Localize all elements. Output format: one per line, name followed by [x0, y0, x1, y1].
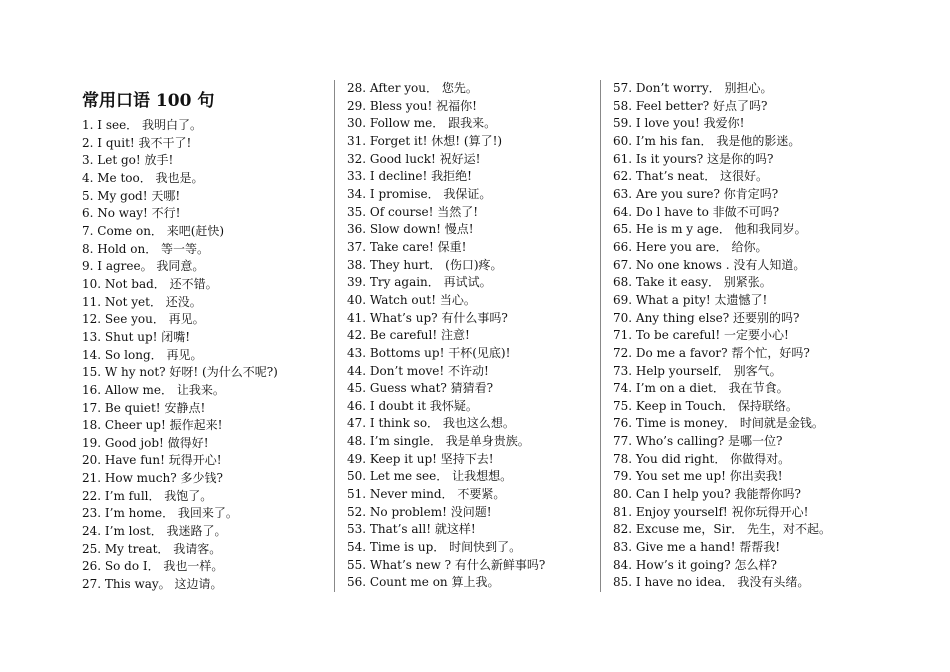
phrase-line: 60. I’m his fan． 我是他的影迷。 [613, 133, 801, 148]
phrase-line: 22. I’m full． 我饱了。 [82, 488, 213, 503]
phrase-line: 75. Keep in Touch． 保持联络。 [613, 398, 798, 413]
phrase-line: 65. He is m y age． 他和我同岁。 [613, 222, 807, 237]
phrase-line: 69. What a pity! 太遗憾了! [613, 292, 768, 307]
phrase-line: 64. Do l have to 非做不可吗? [613, 204, 780, 219]
phrase-line: 24. I’m lost． 我迷路了。 [82, 524, 227, 539]
phrase-line: 20. Have fun! 玩得开心! [82, 453, 222, 468]
phrase-line: 28. After you． 您先。 [347, 81, 478, 95]
phrase-line: 8. Hold on． 等一等。 [82, 241, 210, 256]
phrase-line: 21. How much? 多少钱? [82, 471, 223, 486]
phrase-line: 3. Let go! 放手! [82, 153, 174, 168]
phrase-line: 9. I agree。 我同意。 [82, 259, 205, 274]
column-divider [334, 80, 335, 592]
phrase-line: 77. Who’s calling? 是哪一位? [613, 434, 783, 449]
phrase-line: 74. I’m on a diet． 我在节食。 [613, 381, 789, 396]
phrase-line: 43. Bottoms up! 干杯(见底)! [347, 345, 511, 360]
phrase-line: 41. What’s up? 有什么事吗? [347, 310, 508, 325]
phrase-line: 42. Be careful! 注意! [347, 328, 470, 343]
phrase-line: 52. No problem! 没问题! [347, 504, 492, 519]
phrase-line: 13. Shut up! 闭嘴! [82, 329, 191, 344]
phrase-line: 73. Help yourself． 别客气。 [613, 363, 782, 378]
phrase-line: 38. They hurt． (伤口)疼。 [347, 257, 503, 272]
phrase-line: 35. Of course! 当然了! [347, 204, 479, 219]
phrase-line: 79. You set me up! 你出卖我! [613, 469, 783, 484]
phrase-line: 44. Don’t move! 不许动! [347, 363, 489, 378]
phrase-line: 61. Is it yours? 这是你的吗? [613, 151, 774, 166]
phrase-line: 71. To be careful! 一定要小心! [613, 328, 789, 343]
phrase-line: 39. Try again． 再试试。 [347, 275, 492, 290]
phrase-line: 5. My god! 天哪! [82, 188, 181, 203]
phrase-line: 70. Any thing else? 还要别的吗? [613, 310, 800, 325]
phrase-line: 7. Come on． 来吧(赶快) [82, 223, 225, 238]
phrase-line: 67. No one knows . 没有人知道。 [613, 257, 806, 272]
phrase-line: 27. This way。 这边请。 [82, 577, 223, 592]
phrase-line: 55. What’s new ? 有什么新鲜事吗? [347, 557, 546, 572]
phrase-line: 66. Here you are． 给你。 [613, 239, 768, 254]
phrase-line: 11. Not yet． 还没。 [82, 294, 202, 309]
phrase-line: 34. I promise． 我保证。 [347, 186, 492, 201]
phrase-line: 15. W hy not? 好呀! (为什么不呢?) [82, 365, 278, 380]
phrase-line: 84. How’s it going? 怎么样? [613, 557, 777, 572]
phrase-line: 80. Can I help you? 我能帮你吗? [613, 487, 801, 502]
phrase-line: 62. That’s neat． 这很好。 [613, 169, 769, 184]
phrase-line: 56. Count me on 算上我。 [347, 575, 500, 590]
phrase-line: 32. Good luck! 祝好运! [347, 151, 481, 166]
phrase-line: 31. Forget it! 休想! (算了!) [347, 133, 503, 148]
phrase-line: 47. I think so． 我也这么想。 [347, 416, 515, 431]
phrase-line: 59. I love you! 我爱你! [613, 116, 745, 131]
phrase-line: 82. Excuse me，Sir． 先生，对不起。 [613, 522, 832, 537]
phrase-line: 37. Take care! 保重! [347, 239, 467, 254]
phrase-line: 12. See you． 再见。 [82, 312, 205, 327]
phrase-line: 17. Be quiet! 安静点! [82, 400, 206, 415]
phrase-line: 16. Allow me． 让我来。 [82, 382, 225, 397]
column-2 [347, 80, 592, 592]
phrase-line: 85. I have no idea． 我没有头绪。 [613, 575, 810, 590]
column-2-lines [347, 80, 592, 592]
phrase-line: 48. I’m single． 我是单身贵族。 [347, 434, 530, 449]
phrase-line: 4. Me too． 我也是。 [82, 170, 204, 185]
column-3 [613, 80, 863, 592]
phrase-line: 83. Give me a hand! 帮帮我! [613, 540, 781, 555]
phrase-line: 57. Don’t worry． 别担心。 [613, 81, 773, 95]
phrase-line: 81. Enjoy yourself! 祝你玩得开心! [613, 504, 809, 519]
phrase-line: 53. That’s all! 就这样! [347, 522, 476, 537]
phrase-line: 6. No way! 不行! [82, 206, 181, 221]
phrase-line: 51. Never mind． 不要紧。 [347, 487, 506, 502]
phrase-line: 23. I’m home． 我回来了。 [82, 506, 238, 521]
phrase-line: 49. Keep it up! 坚持下去! [347, 451, 494, 466]
phrase-line: 54. Time is up． 时间快到了。 [347, 540, 522, 555]
column-1-lines [82, 117, 278, 594]
phrase-line: 10. Not bad． 还不错。 [82, 276, 218, 291]
phrase-line: 78. You did right． 你做得对。 [613, 451, 791, 466]
phrase-line: 58. Feel better? 好点了吗? [613, 98, 768, 113]
page-title: 常用口语 100 句 [82, 91, 215, 111]
phrase-line: 68. Take it easy． 别紧张。 [613, 275, 772, 290]
phrase-line: 29. Bless you! 祝福你! [347, 98, 477, 113]
phrase-line: 18. Cheer up! 振作起来! [82, 418, 223, 433]
phrase-line: 40. Watch out! 当心。 [347, 292, 476, 307]
phrase-line: 46. I doubt it 我怀疑。 [347, 398, 478, 413]
phrase-line: 2. I quit! 我不干了! [82, 135, 192, 150]
phrase-line: 45. Guess what? 猜猜看? [347, 381, 494, 396]
phrase-line: 72. Do me a favor? 帮个忙，好吗? [613, 345, 810, 360]
column-divider [600, 80, 601, 592]
phrase-line: 76. Time is money． 时间就是金钱。 [613, 416, 824, 431]
phrase-line: 63. Are you sure? 你肯定吗? [613, 186, 779, 201]
column-1 [82, 89, 278, 594]
phrase-line: 50. Let me see． 让我想想。 [347, 469, 513, 484]
phrase-line: 25. My treat． 我请客。 [82, 541, 222, 556]
column-3-lines [613, 80, 863, 592]
phrase-line: 14. So long． 再见。 [82, 347, 203, 362]
phrase-line: 36. Slow down! 慢点! [347, 222, 474, 237]
phrase-line: 1. I see． 我明白了。 [82, 118, 202, 132]
phrase-line: 30. Follow me． 跟我来。 [347, 116, 497, 131]
phrase-line: 19. Good job! 做得好! [82, 435, 209, 450]
phrase-line: 26. So do I． 我也一样。 [82, 559, 224, 574]
phrase-line: 33. I decline! 我拒绝! [347, 169, 472, 184]
